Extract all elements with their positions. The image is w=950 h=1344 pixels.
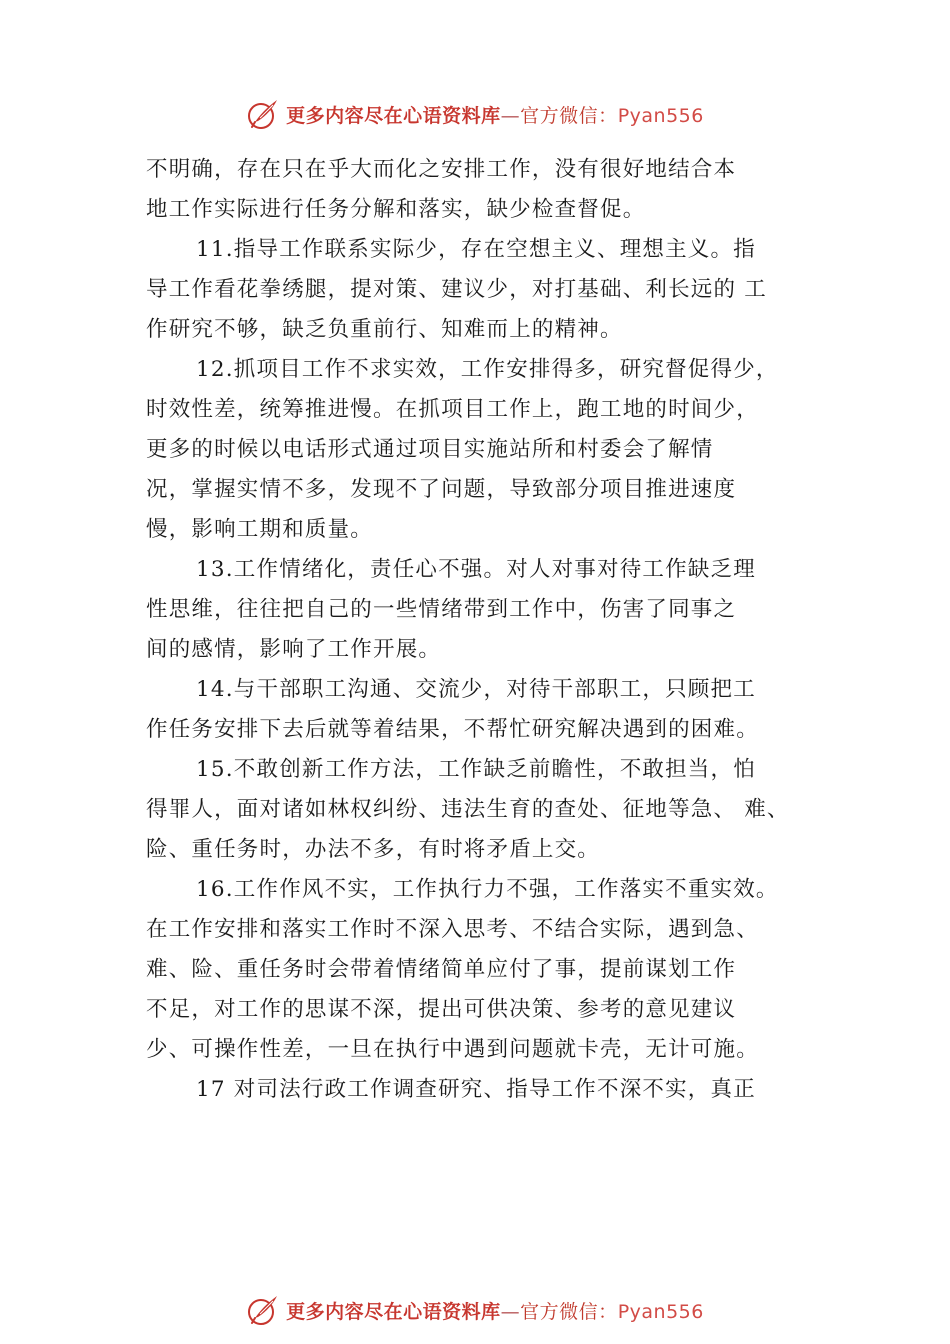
text-line: 不足，对工作的思谋不深，提出可供决策、参考的意见建议 <box>146 997 737 1022</box>
text-line: 14.与干部职工沟通、交流少，对待干部职工，只顾把工 <box>196 677 756 702</box>
text-line: 难、险、重任务时会带着情绪简单应付了事，提前谋划工作 <box>146 957 737 982</box>
text-line: 得罪人，面对诸如林权纠纷、违法生育的查处、征地等急、 难、 <box>146 797 790 822</box>
text-line: 险、重任务时，办法不多，有时将矛盾上交。 <box>146 837 601 862</box>
footer-separator: — <box>500 1300 521 1323</box>
text-line: 导工作看花拳绣腿，提对策、建议少，对打基础、利长远的 工 <box>146 277 767 302</box>
header-wechat-id: Pyan556 <box>617 104 704 127</box>
footer-text <box>286 1297 704 1324</box>
text-line: 地工作实际进行任务分解和落实，缺少检查督促。 <box>146 197 646 222</box>
text-line: 性思维，往往把自己的一些情绪带到工作中，伤害了同事之 <box>146 597 737 622</box>
document-body <box>146 150 846 1110</box>
text-line: 时效性差，统筹推进慢。在抓项目工作上，跑工地的时间少， <box>146 397 759 422</box>
header-separator: — <box>500 104 521 127</box>
text-line: 更多的时候以电话形式通过项目实施站所和村委会了解情 <box>146 437 714 462</box>
text-line: 间的感情，影响了工作开展。 <box>146 637 442 662</box>
text-line: 少、可操作性差，一旦在执行中遇到问题就卡壳，无计可施。 <box>146 1037 759 1062</box>
text-line: 作研究不够，缺乏负重前行、知难而上的精神。 <box>146 317 623 342</box>
text-line: 17 对司法行政工作调查研究、指导工作不深不实，真正 <box>196 1077 756 1102</box>
text-line: 16.工作作风不实，工作执行力不强，工作落实不重实效。 <box>196 877 779 902</box>
text-line: 15.不敢创新工作方法，工作缺乏前瞻性，不敢担当，怕 <box>196 757 756 782</box>
header-wechat-label: 官方微信： <box>520 104 618 127</box>
text-line: 慢，影响工期和质量。 <box>146 517 374 542</box>
footer-wechat-label: 官方微信： <box>520 1300 618 1323</box>
text-line: 在工作安排和落实工作时不深入思考、不结合实际，遇到急、 <box>146 917 759 942</box>
quill-pen-icon <box>246 1293 280 1327</box>
footer-brand: 更多内容尽在心语资料库 <box>286 1300 501 1323</box>
header-banner <box>0 94 950 134</box>
header-brand: 更多内容尽在心语资料库 <box>286 104 501 127</box>
text-line: 不明确，存在只在乎大而化之安排工作，没有很好地结合本 <box>146 157 737 182</box>
text-line: 况，掌握实情不多，发现不了问题，导致部分项目推进速度 <box>146 477 737 502</box>
text-line: 作任务安排下去后就等着结果，不帮忙研究解决遇到的困难。 <box>146 717 759 742</box>
text-line: 13.工作情绪化，责任心不强。对人对事对待工作缺乏理 <box>196 557 756 582</box>
footer-banner <box>0 1290 950 1330</box>
footer-wechat-id: Pyan556 <box>617 1300 704 1323</box>
text-line: 12.抓项目工作不求实效，工作安排得多，研究督促得少， <box>196 357 779 382</box>
quill-pen-icon <box>246 97 280 131</box>
header-text <box>286 101 704 128</box>
text-line: 11.指导工作联系实际少，存在空想主义、理想主义。指 <box>196 237 756 262</box>
